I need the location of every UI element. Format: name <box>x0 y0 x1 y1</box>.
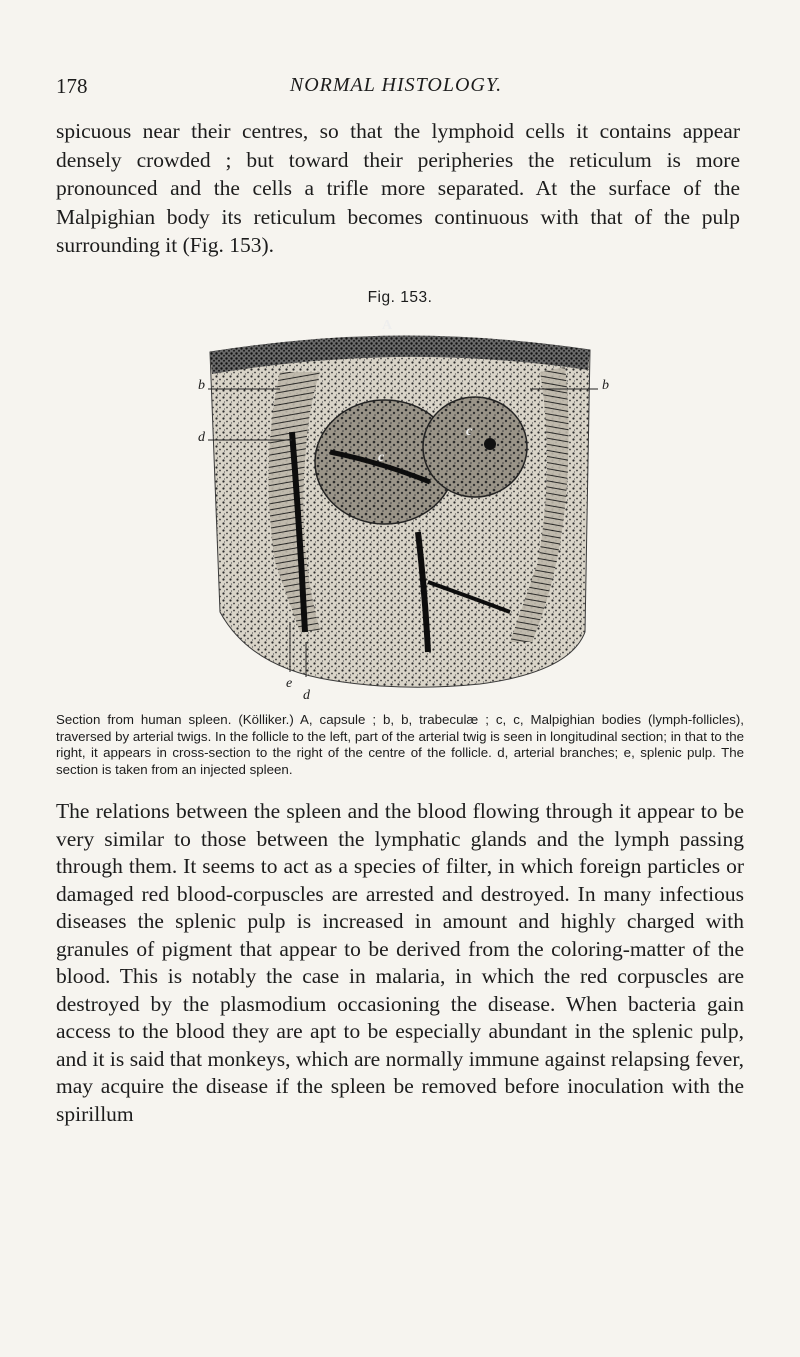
intro-paragraph: spicuous near their centres, so that the lymphoid cells it contains appear densely crowded ; but toward their peripheries the reticulum is more pronounced and the cells a trifle more separated. At the surface of the Malpighian body its reticulum becomes continuous with that of the pulp surrounding it (Fig. 153). <box>56 119 740 258</box>
figure-title: Fig. 153. <box>367 289 433 306</box>
label-trabecula-right: b <box>602 378 609 393</box>
label-artery-bottom: d <box>303 688 310 703</box>
label-pulp: e <box>286 676 293 691</box>
label-follicle-left: c <box>378 450 385 465</box>
spleen-section-illustration <box>180 312 620 712</box>
label-artery-left: d <box>198 430 205 445</box>
running-head: NORMAL HISTOLOGY. <box>289 74 503 96</box>
page-number: 178 <box>56 74 88 98</box>
label-trabecula-left: b <box>198 378 205 393</box>
figure-caption: Section from human spleen. (Kölliker.) A, capsule ; b, b, trabeculæ ; c, c, Malpighian bodies (lymph-follicles), traversed by arterial twigs. In the follicle to the left, part of the arterial twig is seen in longitudinal section; in that to the right, it appears in cross-section to the right of the centre of the follicle. d, arterial branches; e, splenic pulp. The section is taken from an injected spleen. <box>56 712 744 777</box>
body-paragraph: The relations between the spleen and the blood flowing through it appear to be very similar to those between the lymphatic glands and the lymph passing through them. It seems to act as a species of filter, in which foreign particles or damaged red blood-corpuscles are arrested and destroyed. In many infectious diseases the splenic pulp is increased in amount and highly charged with granules of pigment that appear to be derived from the coloring-matter of the blood. This is notably the case in malaria, in which the red corpuscles are destroyed by the plasmodium occasioning the disease. When bacteria gain access to the blood they are apt to be especially abundant in the splenic pulp, and it is said that monkeys, which are normally immune against relapsing fever, may acquire the disease if the spleen be removed before inoculation with the spirillum <box>56 799 744 1126</box>
page-header <box>56 74 736 104</box>
label-capsule: A <box>382 318 393 333</box>
label-follicle-right: c <box>466 424 473 439</box>
spleen-section-figure <box>180 312 620 712</box>
